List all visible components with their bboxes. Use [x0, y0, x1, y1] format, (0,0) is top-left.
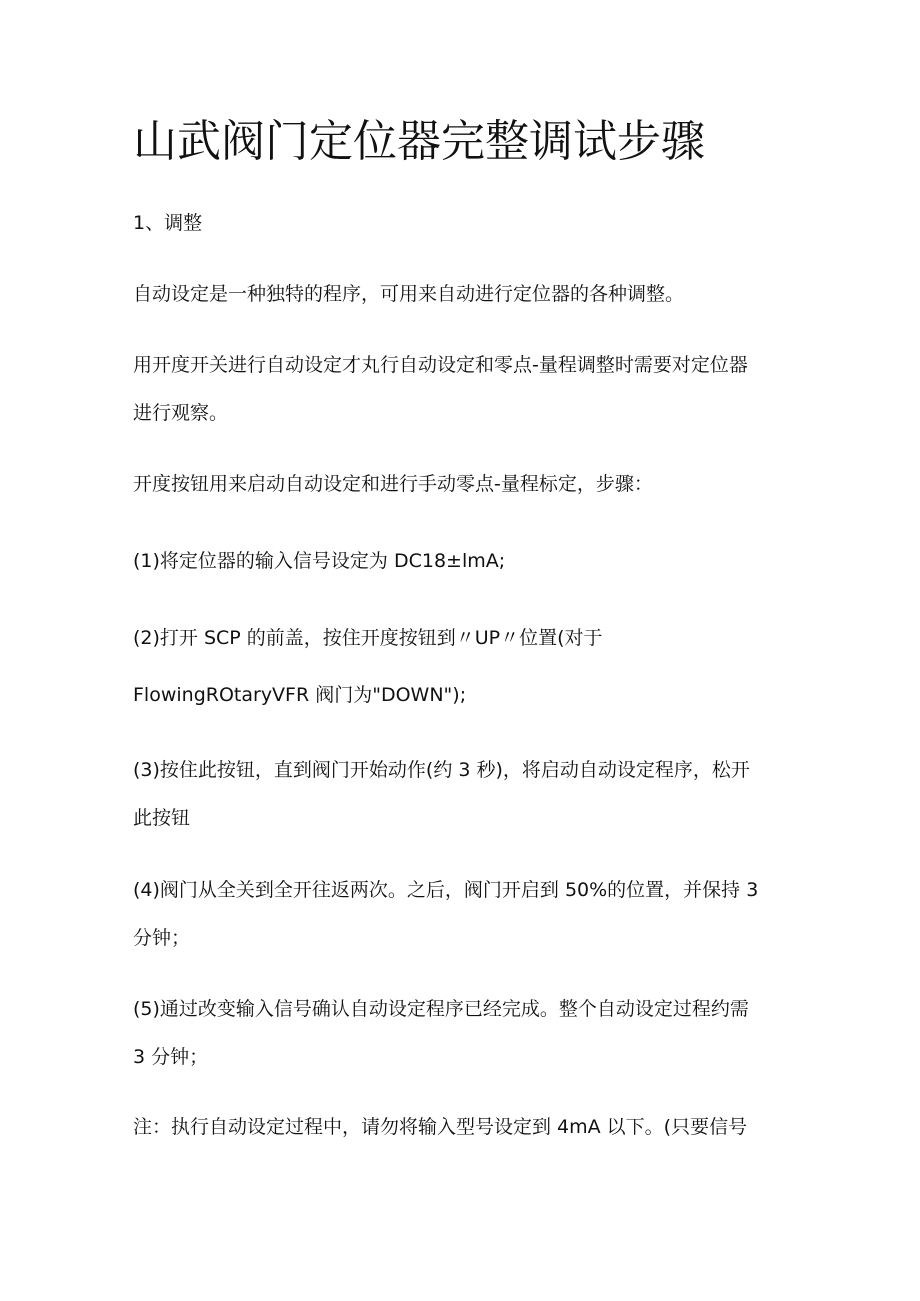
note-paragraph: [133, 1103, 793, 1151]
section-heading-adjustment: [133, 199, 793, 247]
text-line: FlowingROtaryVFR 阀门为"DOWN");: [133, 684, 467, 706]
text-line: (3)按住此按钮，直到阀门开始动作(约 3 秒)，将启动自动设定程序，松开: [133, 759, 750, 781]
step-2-continued: [133, 671, 793, 719]
text-line: (2)打开 SCP 的前盖，按住开度按钮到〃UP〃位置(对于: [133, 627, 603, 649]
text-line: 进行观察。: [133, 402, 229, 424]
text-line: 1、调整: [133, 212, 203, 234]
step-4: [133, 866, 793, 962]
step-5: [133, 985, 793, 1081]
step-2: [133, 614, 793, 662]
text-line: (5)通过改变输入信号确认自动设定程序已经完成。整个自动设定过程约需: [133, 998, 749, 1020]
text-line: 分钟；: [133, 927, 191, 949]
text-line: 自动设定是一种独特的程序，可用来自动进行定位器的各种调整。: [133, 283, 685, 305]
text-line: 用开度开关进行自动设定才丸行自动设定和零点-量程调整时需要对定位器: [133, 354, 748, 376]
text-line: 此按钮: [133, 807, 191, 829]
paragraph-opening-switch: [133, 341, 793, 437]
text-line: 注：执行自动设定过程中，请勿将输入型号设定到 4mA 以下。(只要信号: [133, 1116, 748, 1138]
document-title: 山武阀门定位器完整调试步骤: [133, 116, 705, 167]
paragraph-auto-setup-intro: [133, 270, 793, 318]
text-line: 开度按钮用来启动自动设定和进行手动零点-量程标定，步骤：: [133, 473, 653, 495]
paragraph-steps-intro: [133, 460, 793, 508]
step-1: [133, 537, 793, 585]
step-3: [133, 746, 793, 842]
text-line: (4)阀门从全关到全开往返两次。之后，阀门开启到 50%的位置，并保持 3: [133, 879, 759, 901]
text-line: 3 分钟；: [133, 1046, 209, 1068]
text-line: (1)将定位器的输入信号设定为 DC18±lmA;: [133, 550, 506, 572]
